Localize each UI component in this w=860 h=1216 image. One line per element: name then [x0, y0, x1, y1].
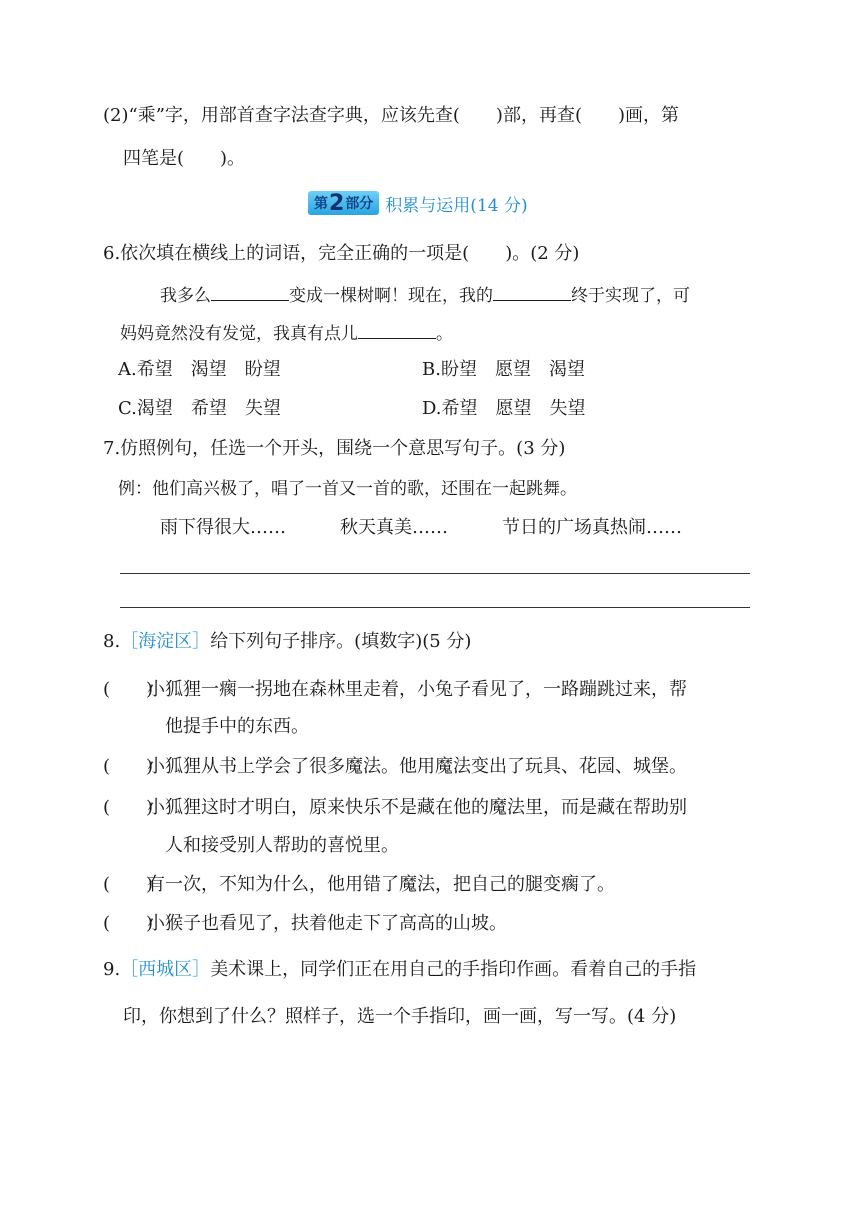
q7-answer-line-1[interactable] — [120, 573, 750, 574]
q5-2-line1: (2)“乘”字，用部首查字法查字典，应该先查( )部，再查( )画，第 — [103, 105, 679, 126]
q7-answer-line-2[interactable] — [120, 607, 750, 608]
q8-item-2-paren[interactable]: ( ) — [103, 756, 154, 777]
q8-district-tag: ［海淀区］ — [120, 631, 211, 652]
q8-stem: 给下列句子排序。(填数字)(5 分) — [210, 631, 472, 652]
q8-item-4-paren[interactable]: ( ) — [103, 874, 154, 895]
q6-blank-1 — [211, 282, 289, 301]
section-badge-prefix: 第 — [314, 196, 328, 212]
q6-stem: 6.依次填在横线上的词语，完全正确的一项是( )。(2 分) — [103, 243, 580, 264]
q8-item-2-line1: 小狐狸从书上学会了很多魔法。他用魔法变出了玩具、花园、城堡。 — [147, 756, 687, 777]
section-badge — [308, 191, 379, 215]
q6-option-c: C.渴望 希望 失望 — [118, 398, 281, 419]
q8-item-3-line1: 小狐狸这时才明白，原来快乐不是藏在他的魔法里，而是藏在帮助别 — [147, 797, 687, 818]
q6-passage-d: 妈妈竟然没有发觉，我真有点儿 — [120, 324, 358, 344]
q9-stem-line1 — [103, 958, 696, 982]
q6-passage-c: 终于实现了，可 — [571, 286, 690, 306]
section-badge-number: 2 — [329, 190, 345, 216]
q7-starter-2: 秋天真美…… — [340, 517, 448, 538]
q8-item-5-paren[interactable]: ( ) — [103, 913, 154, 934]
q8-item-3-line2: 人和接受别人帮助的喜悦里。 — [165, 835, 399, 856]
q9-stem-line2: 印，你想到了什么？照样子，选一个手指印，画一画，写一写。(4 分) — [123, 1006, 677, 1027]
q8-item-1-line1: 小狐狸一瘸一拐地在森林里走着，小兔子看见了，一路蹦跳过来，帮 — [147, 679, 687, 700]
q8-item-1-paren[interactable]: ( ) — [103, 679, 154, 700]
q9-district-tag: ［西城区］ — [120, 959, 211, 980]
q6-option-d: D.希望 愿望 失望 — [422, 398, 586, 419]
q7-starter-1: 雨下得很大…… — [160, 517, 286, 538]
q8-item-3-paren[interactable]: ( ) — [103, 797, 154, 818]
q5-2-line2: 四笔是( )。 — [123, 148, 246, 169]
q6-option-b: B.盼望 愿望 渴望 — [422, 359, 585, 380]
q7-example: 例：他们高兴极了，唱了一首又一首的歌，还围在一起跳舞。 — [118, 479, 577, 499]
q6-option-a: A.希望 渴望 盼望 — [118, 359, 281, 380]
q8-item-5-line1: 小猴子也看见了，扶着他走下了高高的山坡。 — [147, 913, 507, 934]
q6-passage-a: 我多么 — [160, 286, 211, 306]
q7-starter-3: 节日的广场真热闹…… — [502, 517, 682, 538]
q8-number: 8. — [103, 631, 121, 652]
q7-stem: 7.仿照例句，任选一个开头，围绕一个意思写句子。(3 分) — [103, 438, 566, 459]
q8-stem-line — [103, 630, 471, 654]
q6-blank-3 — [358, 320, 436, 339]
q6-blank-2 — [493, 282, 571, 301]
q8-item-4-line1: 有一次，不知为什么，他用错了魔法，把自己的腿变瘸了。 — [147, 874, 615, 895]
q9-number: 9. — [103, 959, 121, 980]
q8-item-1-line2: 他提手中的东西。 — [165, 716, 309, 737]
q9-line1: 美术课上，同学们正在用自己的手指印作画。看着自己的手指 — [210, 959, 697, 980]
q6-passage-e: 。 — [436, 324, 453, 344]
q6-passage-b: 变成一棵树啊！现在，我的 — [289, 286, 493, 306]
section-title: 积累与运用(14 分) — [385, 195, 528, 216]
q6-passage-line1 — [160, 282, 690, 308]
section-header — [308, 188, 528, 218]
q6-passage-line2 — [120, 320, 453, 346]
section-badge-suffix: 部分 — [345, 196, 374, 212]
